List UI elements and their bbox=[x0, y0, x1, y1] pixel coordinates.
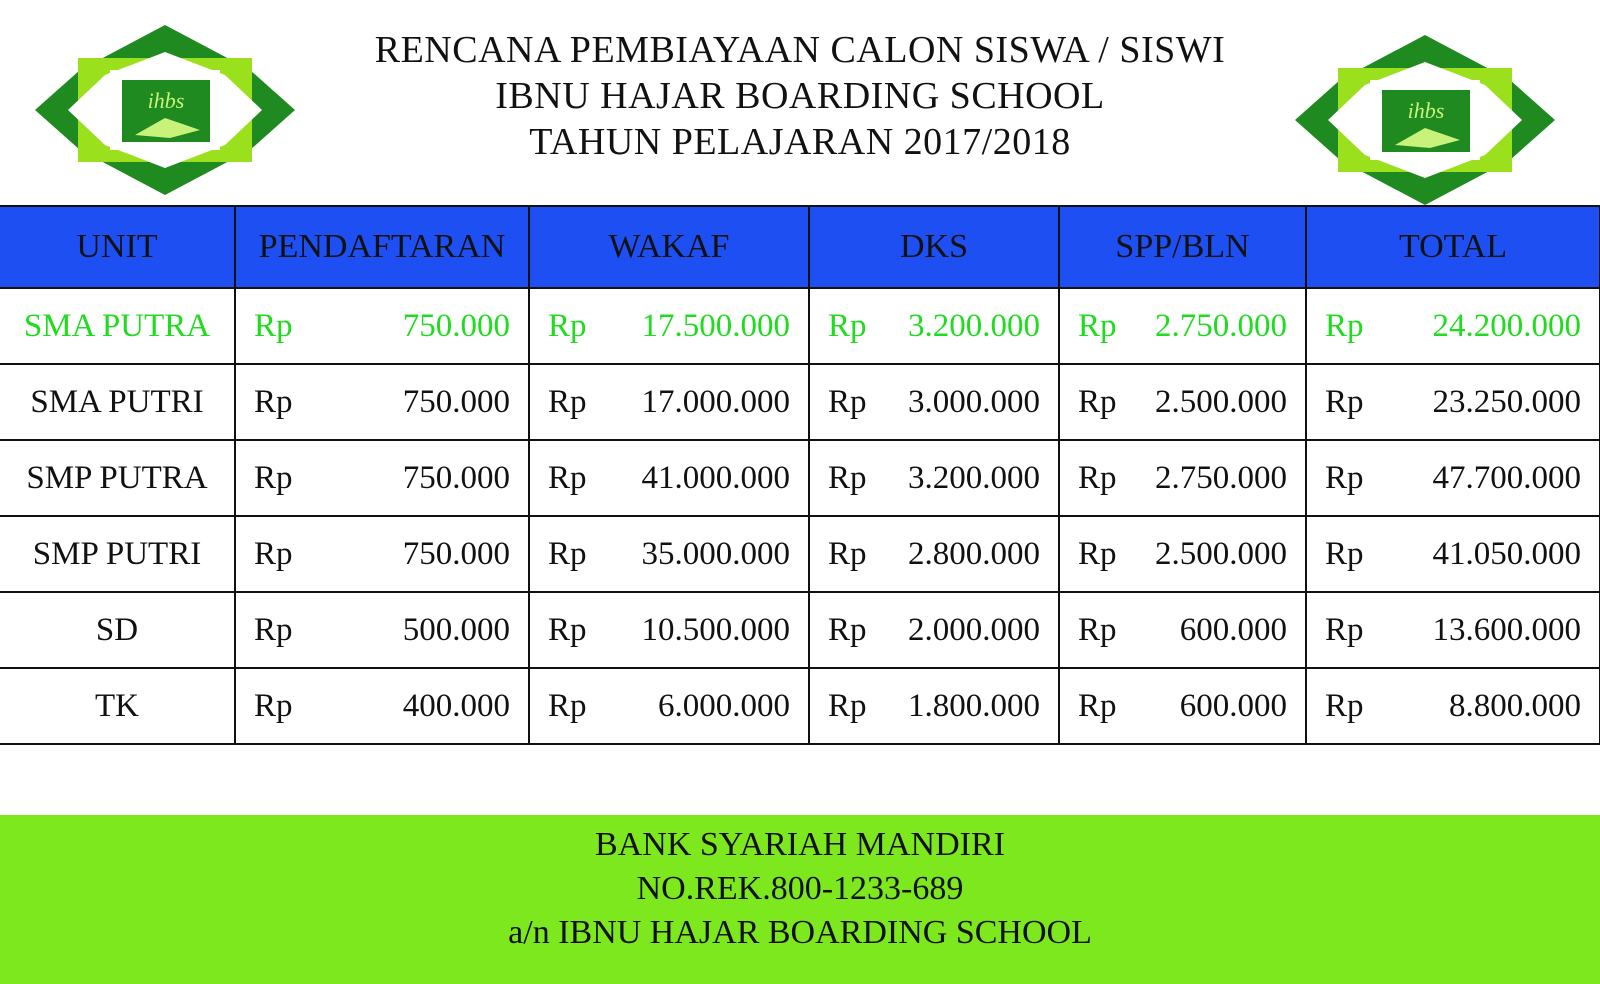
amount-value: 3.200.000 bbox=[908, 459, 1040, 496]
amount-value: 24.200.000 bbox=[1432, 307, 1581, 344]
table-row bbox=[0, 440, 1600, 516]
currency-label: Rp bbox=[548, 687, 587, 724]
currency-label: Rp bbox=[1325, 459, 1364, 496]
currency-label: Rp bbox=[254, 307, 293, 344]
amount-value: 2.000.000 bbox=[908, 611, 1040, 648]
amount-value: 750.000 bbox=[402, 307, 510, 344]
col-wakaf: WAKAF bbox=[529, 206, 809, 288]
amount-cell bbox=[1059, 288, 1306, 364]
amount-cell bbox=[1059, 516, 1306, 592]
currency-label: Rp bbox=[254, 459, 293, 496]
table-row bbox=[0, 668, 1600, 744]
amount-cell bbox=[529, 288, 809, 364]
currency-label: Rp bbox=[1325, 307, 1364, 344]
currency-label: Rp bbox=[1078, 459, 1117, 496]
amount-cell bbox=[1059, 668, 1306, 744]
amount-value: 41.000.000 bbox=[641, 459, 790, 496]
bank-info-band bbox=[0, 815, 1600, 984]
amount-cell bbox=[809, 288, 1059, 364]
table-row bbox=[0, 364, 1600, 440]
amount-value: 750.000 bbox=[402, 383, 510, 420]
amount-cell bbox=[1306, 592, 1600, 668]
currency-label: Rp bbox=[1078, 611, 1117, 648]
currency-label: Rp bbox=[548, 611, 587, 648]
col-pendaftaran: PENDAFTARAN bbox=[235, 206, 529, 288]
currency-label: Rp bbox=[1325, 611, 1364, 648]
table-row bbox=[0, 592, 1600, 668]
currency-label: Rp bbox=[828, 383, 867, 420]
amount-cell bbox=[809, 516, 1059, 592]
amount-cell bbox=[809, 440, 1059, 516]
amount-value: 750.000 bbox=[402, 535, 510, 572]
currency-label: Rp bbox=[1078, 687, 1117, 724]
amount-cell bbox=[235, 592, 529, 668]
table-row bbox=[0, 288, 1600, 364]
amount-cell bbox=[529, 592, 809, 668]
currency-label: Rp bbox=[548, 459, 587, 496]
amount-value: 2.750.000 bbox=[1155, 459, 1287, 496]
amount-cell bbox=[1059, 440, 1306, 516]
bank-account: NO.REK.800-1233-689 bbox=[636, 870, 964, 907]
amount-cell bbox=[1306, 364, 1600, 440]
amount-value: 47.700.000 bbox=[1432, 459, 1581, 496]
account-holder: a/n IBNU HAJAR BOARDING SCHOOL bbox=[508, 914, 1092, 951]
amount-value: 2.500.000 bbox=[1155, 383, 1287, 420]
currency-label: Rp bbox=[1325, 383, 1364, 420]
unit-cell: TK bbox=[0, 668, 235, 744]
amount-value: 2.750.000 bbox=[1155, 307, 1287, 344]
currency-label: Rp bbox=[828, 535, 867, 572]
amount-cell bbox=[1306, 288, 1600, 364]
amount-cell bbox=[1306, 668, 1600, 744]
currency-label: Rp bbox=[828, 687, 867, 724]
amount-value: 600.000 bbox=[1179, 687, 1287, 724]
amount-cell bbox=[1059, 364, 1306, 440]
title-line-2: IBNU HAJAR BOARDING SCHOOL bbox=[495, 75, 1105, 117]
currency-label: Rp bbox=[254, 611, 293, 648]
amount-cell bbox=[529, 440, 809, 516]
amount-cell bbox=[235, 288, 529, 364]
table-header-row bbox=[0, 206, 1600, 288]
col-unit: UNIT bbox=[0, 206, 235, 288]
svg-text:ihbs: ihbs bbox=[147, 88, 185, 113]
amount-value: 3.200.000 bbox=[908, 307, 1040, 344]
unit-cell: SMP PUTRI bbox=[0, 516, 235, 592]
currency-label: Rp bbox=[828, 459, 867, 496]
currency-label: Rp bbox=[1325, 535, 1364, 572]
svg-text:ihbs: ihbs bbox=[1407, 98, 1445, 123]
currency-label: Rp bbox=[1078, 535, 1117, 572]
amount-value: 13.600.000 bbox=[1432, 611, 1581, 648]
amount-cell bbox=[529, 668, 809, 744]
amount-cell bbox=[1306, 440, 1600, 516]
fee-table bbox=[0, 205, 1600, 745]
currency-label: Rp bbox=[1078, 383, 1117, 420]
currency-label: Rp bbox=[1325, 687, 1364, 724]
amount-value: 400.000 bbox=[402, 687, 510, 724]
amount-cell bbox=[1059, 592, 1306, 668]
amount-value: 500.000 bbox=[402, 611, 510, 648]
currency-label: Rp bbox=[254, 535, 293, 572]
amount-value: 2.500.000 bbox=[1155, 535, 1287, 572]
unit-cell: SMP PUTRA bbox=[0, 440, 235, 516]
table-row bbox=[0, 516, 1600, 592]
amount-value: 41.050.000 bbox=[1432, 535, 1581, 572]
amount-cell bbox=[809, 364, 1059, 440]
unit-cell: SMA PUTRI bbox=[0, 364, 235, 440]
amount-value: 17.500.000 bbox=[641, 307, 790, 344]
col-dks: DKS bbox=[809, 206, 1059, 288]
col-total: TOTAL bbox=[1306, 206, 1600, 288]
amount-value: 35.000.000 bbox=[641, 535, 790, 572]
amount-value: 8.800.000 bbox=[1449, 687, 1581, 724]
ihbs-logo-left bbox=[30, 20, 300, 200]
ihbs-logo-right bbox=[1290, 30, 1560, 210]
amount-value: 23.250.000 bbox=[1432, 383, 1581, 420]
amount-cell bbox=[235, 668, 529, 744]
currency-label: Rp bbox=[254, 383, 293, 420]
amount-value: 6.000.000 bbox=[658, 687, 790, 724]
amount-value: 750.000 bbox=[402, 459, 510, 496]
amount-cell bbox=[235, 516, 529, 592]
currency-label: Rp bbox=[254, 687, 293, 724]
title-line-3: TAHUN PELAJARAN 2017/2018 bbox=[529, 121, 1071, 163]
currency-label: Rp bbox=[1078, 307, 1117, 344]
amount-value: 2.800.000 bbox=[908, 535, 1040, 572]
currency-label: Rp bbox=[548, 535, 587, 572]
currency-label: Rp bbox=[828, 611, 867, 648]
amount-cell bbox=[809, 668, 1059, 744]
amount-value: 3.000.000 bbox=[908, 383, 1040, 420]
amount-value: 17.000.000 bbox=[641, 383, 790, 420]
unit-cell: SD bbox=[0, 592, 235, 668]
currency-label: Rp bbox=[548, 383, 587, 420]
amount-value: 1.800.000 bbox=[908, 687, 1040, 724]
bank-name: BANK SYARIAH MANDIRI bbox=[595, 826, 1005, 863]
amount-cell bbox=[529, 516, 809, 592]
amount-cell bbox=[809, 592, 1059, 668]
amount-cell bbox=[235, 364, 529, 440]
unit-cell: SMA PUTRA bbox=[0, 288, 235, 364]
title-line-1: RENCANA PEMBIAYAAN CALON SISWA / SISWI bbox=[374, 29, 1226, 71]
amount-cell bbox=[1306, 516, 1600, 592]
currency-label: Rp bbox=[828, 307, 867, 344]
amount-cell bbox=[235, 440, 529, 516]
amount-value: 10.500.000 bbox=[641, 611, 790, 648]
col-spp: SPP/BLN bbox=[1059, 206, 1306, 288]
amount-cell bbox=[529, 364, 809, 440]
currency-label: Rp bbox=[548, 307, 587, 344]
amount-value: 600.000 bbox=[1179, 611, 1287, 648]
